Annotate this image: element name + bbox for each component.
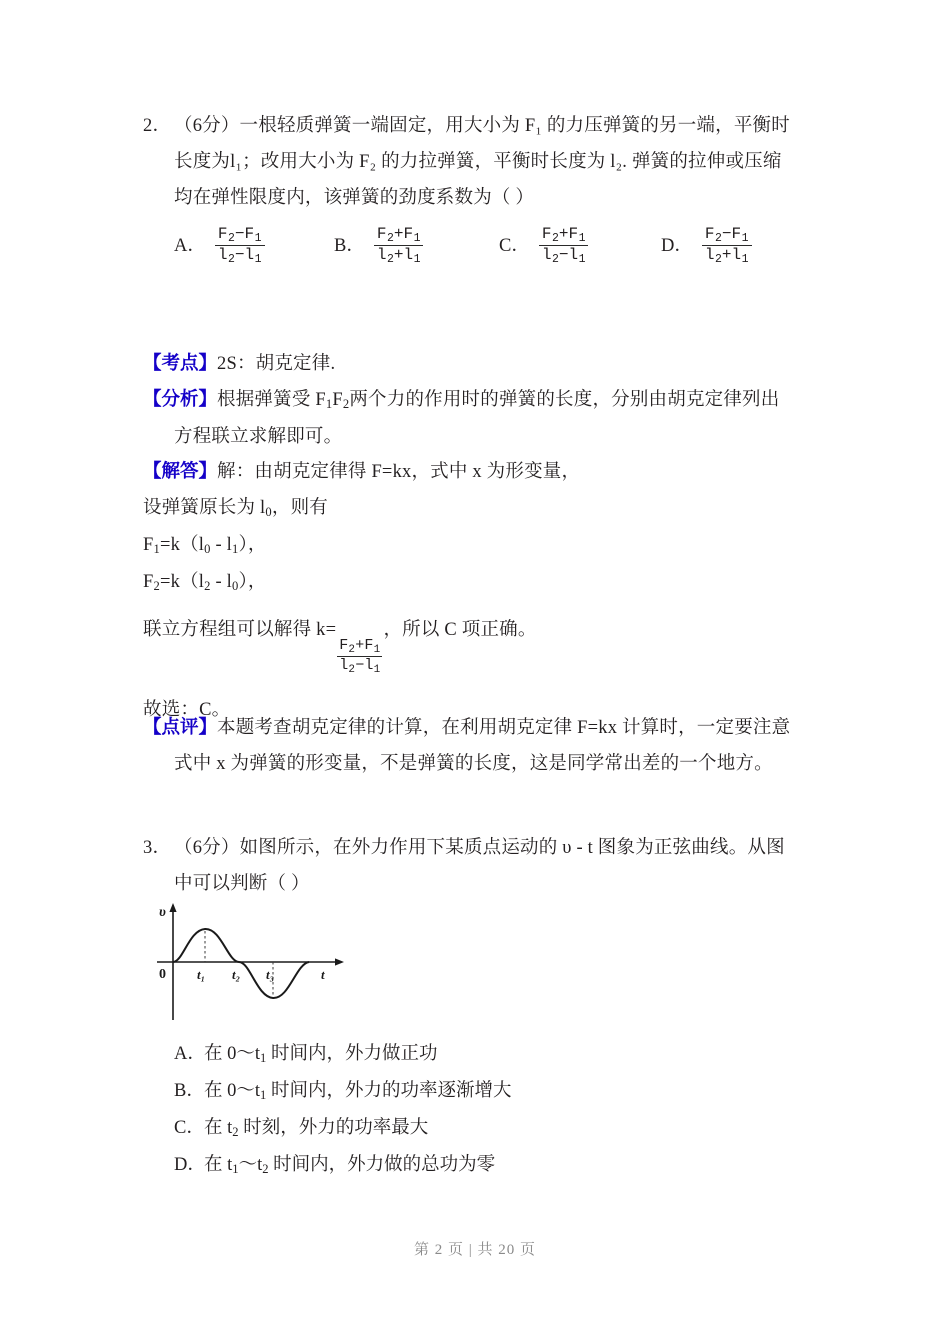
kaodian-text: 2S：胡克定律. <box>217 354 336 374</box>
eq2-mid: =k（l <box>160 572 205 592</box>
option-b-fraction <box>374 226 424 265</box>
q3-option-b-label: B． <box>174 1081 205 1101</box>
velocity-time-graph-svg <box>151 900 351 1028</box>
jieda-equation-2 <box>143 564 815 601</box>
question-2-line-2: 长度为l₁；改用大小为 F₂ 的力拉弹簧，平衡时长度为 l₂. 弹簧的拉伸或压缩 <box>174 152 782 172</box>
dianping-line-2: 式中 x 为弹簧的形变量，不是弹簧的长度，这是同学常出差的一个地方。 <box>174 754 773 774</box>
question-3-options <box>174 1036 774 1184</box>
q3-option-a-text: 在 $0\sim t_1$ 时间内，外力做正功 <box>204 1044 438 1066</box>
option-a-fraction <box>215 226 265 265</box>
sine-curve <box>173 929 309 998</box>
jieda-text-1: 解：由胡克定律得 F=kx，式中 x 为形变量， <box>217 462 581 482</box>
eq2-l2-sub: 2 <box>204 579 211 594</box>
question-2-option-b[interactable] <box>334 226 423 265</box>
jieda-line-2 <box>143 490 815 527</box>
jieda-sub-l0: 0 <box>265 505 272 520</box>
question-2-option-c[interactable] <box>499 226 588 265</box>
question-2-text-line-1: （6分）一根轻质弹簧一端固定，用大小为 F₁ 的力压弹簧的另一端，平衡时 <box>174 116 790 136</box>
dianping-line-1 <box>143 710 815 746</box>
q3-option-c-text: 在 $t_2$ 时刻，外力的功率最大 <box>204 1118 429 1140</box>
result-denominator: $l_2-l_1$ <box>339 656 381 676</box>
origin-label: 0 <box>159 967 166 982</box>
eq1-F: F <box>143 535 154 555</box>
fenxi-sub-1: 1 <box>325 397 333 412</box>
option-c-denominator: $l_2-l_1$ <box>539 245 589 265</box>
t2-tick-label: t₂ <box>232 967 241 982</box>
jieda-result-line <box>143 601 815 674</box>
t3-tick-label: t₃ <box>266 967 275 982</box>
dianping-label: 【点评】 <box>143 718 218 738</box>
page-footer: 第 2 页 | 共 20 页 <box>413 1242 536 1258</box>
result-numerator: $F_2+F_1$ <box>339 637 381 656</box>
q3-option-d-label: D． <box>174 1155 206 1175</box>
q3-option-a-label: A． <box>174 1044 206 1064</box>
fenxi-sub-2: 2 <box>342 397 350 412</box>
t-axis-label: t <box>321 967 325 982</box>
t-axis-arrow <box>335 958 344 965</box>
eq2-F: F <box>143 572 154 592</box>
question-3-text-line-1: （6分）如图所示，在外力作用下某质点运动的 υ - t 图象为正弦曲线。从图 <box>174 838 785 858</box>
eq2-minus: - l <box>210 572 232 592</box>
kaodian-line <box>143 346 815 382</box>
option-d-numerator: $F_2-F_1$ <box>704 225 749 245</box>
q3-option-b-text: 在 $0\sim t_1$ 时间内，外力的功率逐渐增大 <box>204 1081 512 1103</box>
question-3-option-a[interactable] <box>174 1036 774 1073</box>
question-2-options <box>174 226 819 290</box>
dianping-section <box>143 710 815 782</box>
eq1-end: ）， <box>238 535 267 555</box>
eq1-F-sub: 1 <box>153 542 160 557</box>
kaodian-label: 【考点】 <box>143 354 218 374</box>
fenxi-text-a: 根据弹簧受 F <box>217 390 326 410</box>
eq1-mid: =k（l <box>160 535 205 555</box>
q3-option-c-label: C． <box>174 1118 205 1138</box>
v-axis-arrow <box>169 903 176 912</box>
fenxi-section <box>143 382 815 455</box>
eq1-l0-sub: 0 <box>204 542 211 557</box>
question-3-number: 3． <box>143 838 172 858</box>
question-3-option-b[interactable] <box>174 1073 774 1110</box>
option-c-label: C． <box>499 236 530 257</box>
question-3-option-c[interactable] <box>174 1110 774 1147</box>
jieda-section <box>143 454 815 728</box>
question-2 <box>143 108 815 266</box>
option-d-denominator: $l_2+l_1$ <box>702 245 752 265</box>
option-a-numerator: $F_2-F_1$ <box>217 225 262 245</box>
question-3-line-2: 中可以判断（ ） <box>174 874 310 894</box>
option-b-denominator: $l_2+l_1$ <box>374 245 424 265</box>
question-3-line-1 <box>143 830 815 866</box>
option-b-numerator: $F_2+F_1$ <box>376 225 421 245</box>
jieda-line-1 <box>143 454 815 490</box>
jieda-result-fraction <box>337 638 382 674</box>
jieda-label: 【解答】 <box>143 462 218 482</box>
question-2-option-a[interactable] <box>174 226 265 265</box>
question-2-number: 2． <box>143 116 172 136</box>
option-c-numerator: $F_2+F_1$ <box>541 225 586 245</box>
eq2-end: ）， <box>238 572 267 592</box>
q3-option-d-text: 在 $t_1\sim t_2$ 时间内，外力做的总功为零 <box>204 1155 496 1177</box>
jieda-result-prefix: 联立方程组可以解得 k= <box>143 620 337 640</box>
question-2-option-d[interactable] <box>661 226 752 265</box>
fenxi-line-2: 方程联立求解即可。 <box>174 427 343 447</box>
fenxi-text-c: 两个力的作用时的弹簧的长度，分别由胡克定律列出 <box>349 390 780 410</box>
fenxi-line-1 <box>143 382 815 419</box>
option-a-denominator: $l_2-l_1$ <box>215 245 265 265</box>
jieda-text-2b: ，则有 <box>271 498 328 518</box>
option-d-label: D． <box>661 236 693 257</box>
eq2-l0-sub: 0 <box>231 579 239 594</box>
jieda-answer: 故选：C。 <box>143 700 231 720</box>
fenxi-label: 【分析】 <box>143 390 218 410</box>
dianping-text-1: 本题考查胡克定律的计算，在利用胡克定律 F=kx 计算时，一定要注意 <box>217 718 791 738</box>
eq1-minus: - l <box>210 535 232 555</box>
option-b-label: B． <box>334 236 365 257</box>
option-d-fraction <box>702 226 752 265</box>
eq2-F-sub: 2 <box>153 579 160 594</box>
jieda-result-suffix: ，所以 C 项正确。 <box>383 620 537 640</box>
t1-tick-label: t₁ <box>197 967 206 982</box>
jieda-equation-1 <box>143 527 815 564</box>
kaodian-section <box>143 346 815 382</box>
jieda-text-2a: 设弹簧原长为 l <box>143 498 266 518</box>
question-3 <box>143 830 815 902</box>
option-a-label: A． <box>174 236 206 257</box>
velocity-time-graph-figure <box>151 900 351 1028</box>
question-2-line-1 <box>143 108 815 144</box>
question-2-line-3: 均在弹性限度内，该弹簧的劲度系数为（ ） <box>174 188 535 208</box>
fenxi-text-b: F <box>332 390 343 410</box>
question-3-option-d[interactable] <box>174 1147 774 1184</box>
eq1-l1-sub: 1 <box>231 542 239 557</box>
v-axis-label: υ <box>159 905 166 920</box>
option-c-fraction <box>539 226 589 265</box>
